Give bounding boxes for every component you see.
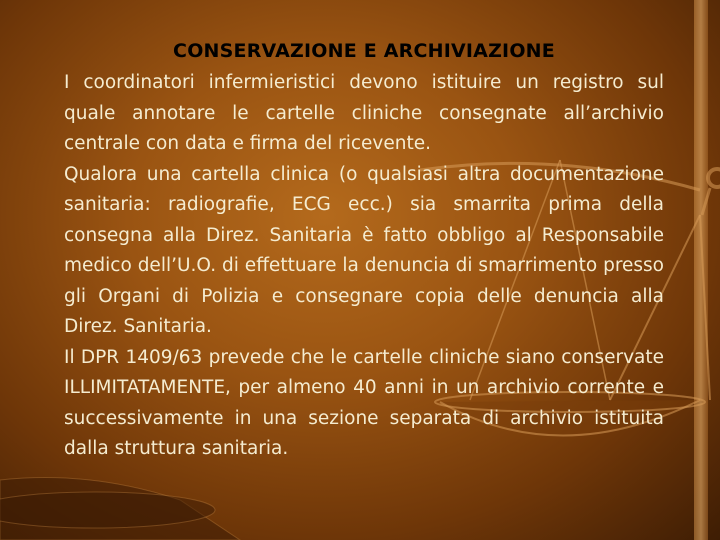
paragraph-registry: I coordinatori infermieristici devono istituire un registro sul quale annotare le cartelle cliniche consegnate all’archivio centrale con data e firma del ricevente.	[64, 72, 664, 154]
paragraph-loss-report: Qualora una cartella clinica (o qualsiasi altra documentazione sanitaria: radiografie, ECG ecc.) sia smarrita prima della consegna alla Direz. Sanitaria è fatto obbligo al Responsabile medico dell’U.O. di effettuare la denuncia di smarrimento presso gli Organi di Polizia e consegnare copia delle denuncia alla Direz. Sanitaria.	[64, 163, 664, 337]
slide-title: CONSERVAZIONE E ARCHIVIAZIONE	[173, 40, 555, 62]
paragraph-retention: Il DPR 1409/63 prevede che le cartelle cliniche siano conservate ILLIMITATAMENTE, per almeno 40 anni in un archivio corrente e successivamente in una sezione separata di archivio istituita dalla struttura sanitaria.	[64, 346, 664, 459]
slide-content	[64, 36, 664, 465]
